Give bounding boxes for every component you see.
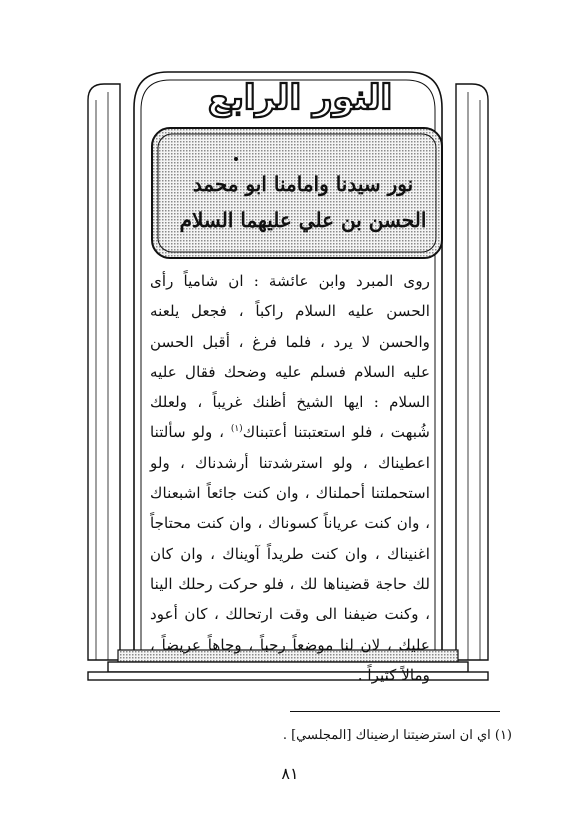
footnote-marker: (١): [230, 424, 243, 435]
page-number: ٨١: [281, 764, 299, 783]
footnote: (١) اي ان استرضيتنا ارضيناك [المجلسي] .: [282, 728, 512, 743]
body-text-main: روى المبرد وابن عائشة : ان شامياً رأى الحسن عليه السلام راكباً ، فجعل يلعنه والحسن لا يرد ، فلما فرغ ، أقبل الحسن عليه السلام فسلم عليه وضحك فقال عليه السلام : ايها الشيخ أظنك غريباً ، ولعلك شُبهت ، فلو استعتبتنا أعتبناك: [150, 272, 431, 442]
footnote-divider: [290, 711, 500, 712]
body-paragraph: [150, 266, 430, 690]
heading-line-1: نور سيدنا وامامنا ابو محمد: [192, 172, 414, 196]
chapter-title: النور الرابع: [207, 78, 393, 118]
left-pillar: [88, 84, 120, 660]
heading-line-2: الحسن بن علي عليهما السلام: [179, 208, 427, 232]
body-text-rest: ، ولو سألتنا اعطيناك ، ولو استرشدتنا أرشدناك ، ولو استحملتنا أحملناك ، وان كنت جائعاً اشبعناك ، وان كنت عرياناً كسوناك ، وان كنت محتاجاً اغنيناك ، وان كنت طريداً آويناك ، وان كان لك حاجة قضيناها لك ، فلو حركت رحلك الينا ، وكنت ضيفنا الى وقت ارتحالك ، كان أعود عليك ، لان لنا موضعاً رحباً ، وجاهاً عريضاً ، ومالاً كثيراً .: [150, 423, 430, 684]
right-pillar: [456, 84, 488, 660]
heading-dot: [234, 157, 238, 161]
